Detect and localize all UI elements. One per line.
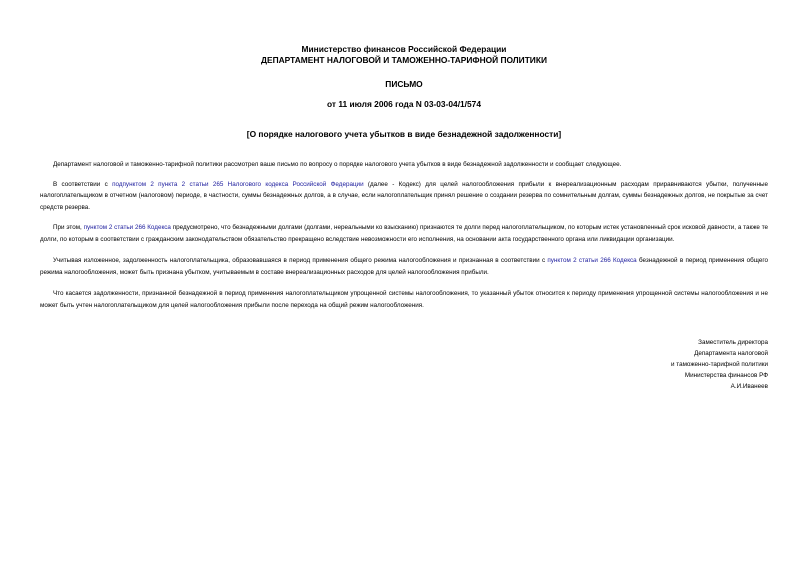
document-page (40, 44, 768, 320)
department-name: ДЕПАРТАМЕНТ НАЛОГОВОЙ И ТАМОЖЕННО-ТАРИФНОЙ ПОЛИТИКИ (261, 55, 547, 65)
paragraph-text: безнадежной в период применения общего режима налогообложения, может быть признана убытком, учитываемым в составе внереализационных расходов для целей налогообложения прибыли. (40, 257, 769, 276)
paragraph-simplified-system (40, 288, 768, 311)
link-article-266[interactable]: пунктом 2 статьи 266 Кодекса (83, 224, 171, 231)
paragraph-text: В соответствии с (53, 180, 113, 188)
link-article-265[interactable]: подпунктом 2 пункта 2 статьи 265 Налогового кодекса Российской Федерации (112, 180, 364, 188)
signature-department-cont: и таможенно-тарифной политики (670, 361, 768, 368)
paragraph-text: (далее - Кодекс) для целей налогообложения прибыли к внереализационным расходам приравниваются убытки, полученные налогоплательщиком в отчетном (налоговом) периоде, в частности, суммы безнадежных долгов, а в случае, если налогоплательщик принял решение о создании резерва по сомнительным долгам, суммы безнадежных долгов, не покрытые за счет средств резерва. (40, 180, 768, 211)
paragraph-intro (40, 159, 768, 171)
document-header (40, 44, 768, 66)
signature-position: Заместитель директора (698, 339, 768, 346)
paragraph-conclusion (40, 255, 768, 278)
link-article-266[interactable]: пунктом 2 статьи 266 Кодекса (547, 257, 637, 264)
signature-ministry: Министерства финансов РФ (684, 372, 768, 379)
document-subject: [О порядке налогового учета убытков в виде безнадежной задолженности] (246, 129, 562, 139)
paragraph-text: предусмотрено, что безнадежными долгами (долгами, нереальными ко взысканию) признаются те долги перед налогоплательщиком, по которым истек установленный срок исковой давности, а также те долги, по которым в соответствии с гражданским законодательством обязательство прекращено вследствие невозможности его исполнения, на основании акта государственного органа или ликвидации организации. (40, 224, 769, 243)
signatory-name: А.И.Иванеев (730, 383, 768, 390)
ministry-name: Министерство финансов Российской Федерации (301, 44, 507, 54)
paragraph-expenses (40, 179, 768, 214)
paragraph-text: Департамент налоговой и таможенно-тарифной политики рассмотрел ваше письмо по вопросу о порядке налогового учета убытков в виде безнадежной задолженности и сообщает следующее. (53, 161, 622, 168)
paragraph-text: Учитывая изложенное, задолженность налогоплательщика, образовавшаяся в период применения общего режима налогообложения и признанная в соответствии с (53, 257, 548, 264)
paragraph-text: При этом, (53, 224, 84, 231)
letter-body (40, 159, 768, 311)
paragraph-text: Что касается задолженности, признанной безнадежной в период применения налогоплательщиком упрощенной системы налогообложения, то указанный убыток относится к периоду применения упрощенной системы налогообложения и не может быть учтен налогоплательщиком для целей налогообложения прибыли после перехода на общий режим налогообложения. (40, 290, 768, 309)
document-date-number: от 11 июля 2006 года N 03-03-04/1/574 (327, 99, 481, 109)
signature-block (671, 337, 768, 392)
signature-department: Департамента налоговой (694, 350, 768, 357)
paragraph-bad-debts (40, 222, 768, 245)
document-type: ПИСЬМО (385, 79, 423, 89)
